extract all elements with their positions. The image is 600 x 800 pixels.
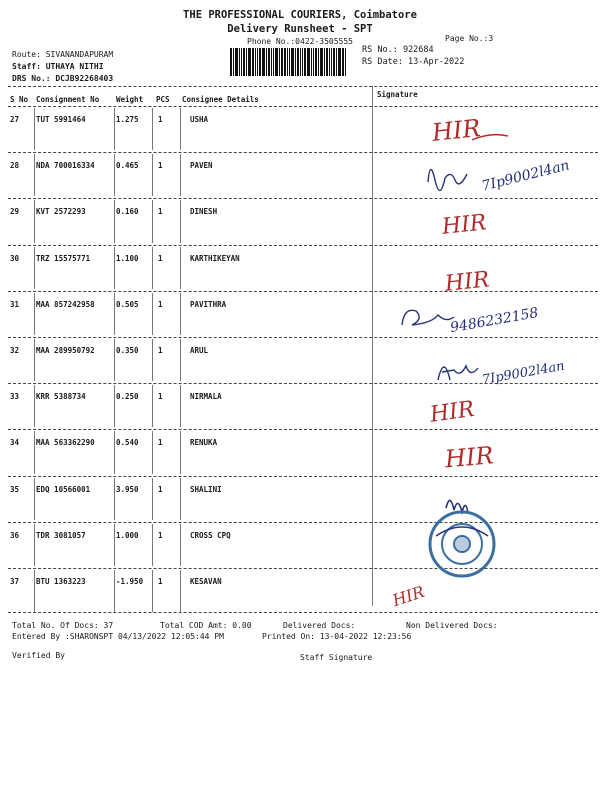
barcode-bar xyxy=(241,48,242,76)
handwritten-phone-28: 7Ip9002l4an xyxy=(480,157,572,195)
row-consignee: KESAVAN xyxy=(190,577,222,586)
row-weight: 0.505 xyxy=(116,299,139,309)
handwritten-hir-30: HIR xyxy=(443,267,491,297)
column-divider xyxy=(34,154,35,196)
delivered-docs: Delivered Docs: xyxy=(283,621,356,630)
column-divider xyxy=(114,200,115,242)
barcode-bar xyxy=(345,48,346,76)
barcode-bar xyxy=(329,48,330,76)
column-divider xyxy=(180,339,181,381)
column-divider xyxy=(152,478,153,520)
row-pcs: 1 xyxy=(158,161,163,171)
header-top-rule xyxy=(8,86,598,87)
column-divider xyxy=(114,524,115,566)
barcode-bar xyxy=(311,48,312,76)
total-docs: Total No. Of Docs: 37 xyxy=(12,621,114,630)
barcode-bar xyxy=(318,48,319,76)
header-bottom-rule xyxy=(8,106,598,107)
barcode-bar xyxy=(300,48,301,76)
column-divider xyxy=(152,570,153,612)
barcode-bar xyxy=(338,48,341,76)
row-weight: 1.275 xyxy=(116,115,139,124)
row-separator xyxy=(8,152,598,153)
column-divider xyxy=(152,431,153,473)
column-divider xyxy=(180,570,181,612)
column-divider xyxy=(180,431,181,473)
rs-date: RS Date: 13-Apr-2022 xyxy=(362,57,465,67)
row-consignment: TRZ 15575771 xyxy=(36,253,91,263)
row-separator xyxy=(8,291,598,292)
column-divider xyxy=(34,431,35,473)
handwritten-hir-37: HIR xyxy=(390,582,427,611)
barcode-bar xyxy=(235,48,238,76)
barcode-bar xyxy=(289,48,290,76)
total-cod: Total COD Amt: 0.00 xyxy=(160,621,252,630)
column-divider xyxy=(114,431,115,473)
column-divider xyxy=(180,247,181,289)
row-consignment: KVT 2572293 xyxy=(36,207,86,217)
row-consignee: RENUKA xyxy=(190,438,218,448)
column-divider xyxy=(152,524,153,566)
column-divider xyxy=(114,154,115,196)
col-header-signature: Signature xyxy=(377,90,418,99)
barcode-bar xyxy=(230,48,232,76)
entered-by: Entered By :SHARONSPT 04/13/2022 12:05:44 PM xyxy=(12,632,224,641)
col-header-consignee: Consignee Details xyxy=(182,95,259,104)
barcode-bar xyxy=(233,48,234,76)
handwritten-hir-27: HIR xyxy=(430,113,482,147)
row-consignee: NIRMALA xyxy=(190,392,222,402)
non-delivered-docs: Non Delivered Docs: xyxy=(406,621,498,630)
barcode-bar xyxy=(336,48,337,76)
barcode-bar xyxy=(248,48,251,76)
row-pcs: 1 xyxy=(158,484,163,494)
barcode-bar xyxy=(304,48,306,76)
handwritten-hir-29: HIR xyxy=(440,210,488,240)
row-separator xyxy=(8,383,598,384)
barcode-bar xyxy=(326,48,328,76)
row-separator xyxy=(8,245,598,246)
barcode-bar xyxy=(252,48,254,76)
row-consignment: EDQ 10566001 xyxy=(36,484,91,494)
barcode-bar xyxy=(271,48,272,76)
barcode-bar xyxy=(243,48,245,76)
row-weight: 0.350 xyxy=(116,346,139,355)
column-divider xyxy=(34,524,35,566)
barcode-bar xyxy=(279,48,280,76)
row-consignment: TUT 5991464 xyxy=(36,115,86,124)
barcode-bar xyxy=(257,48,258,76)
row-consignee: PAVITHRA xyxy=(190,299,227,309)
staff-label: Staff: UTHAYA NITHI xyxy=(12,62,104,71)
signature-row-30 xyxy=(443,262,523,302)
row-sno: 32 xyxy=(10,346,20,355)
signature-column-divider xyxy=(372,86,373,606)
barcode-bar xyxy=(239,48,240,76)
barcode-bar xyxy=(246,48,247,76)
row-weight: 0.465 xyxy=(116,161,139,171)
printed-on: Printed On: 13-04-2022 12:23:56 xyxy=(262,632,412,641)
column-divider xyxy=(114,108,115,150)
barcode-bar xyxy=(268,48,270,76)
row-sno: 37 xyxy=(10,577,20,586)
column-divider xyxy=(114,247,115,289)
barcode-bar xyxy=(315,48,317,76)
drs-number: DRS No.: DCJB92268403 xyxy=(12,74,114,83)
row-consignment: TDR 3081057 xyxy=(36,530,86,540)
row-weight: 1.000 xyxy=(116,530,139,540)
barcode xyxy=(230,48,355,76)
column-divider xyxy=(34,108,35,150)
row-weight: 0.540 xyxy=(116,438,139,448)
row-weight: 0.160 xyxy=(116,207,139,217)
column-divider xyxy=(114,385,115,427)
row-consignee: SHALINI xyxy=(190,484,222,494)
row-pcs: 1 xyxy=(158,207,163,217)
row-weight: 1.100 xyxy=(116,253,139,263)
row-pcs: 1 xyxy=(158,299,163,309)
row-pcs: 1 xyxy=(158,253,163,263)
runsheet-title: THE PROFESSIONAL COURIERS, Coimbatore xyxy=(183,9,417,21)
column-divider xyxy=(34,339,35,381)
col-header-sno: S No xyxy=(10,95,29,104)
column-divider xyxy=(152,339,153,381)
column-divider xyxy=(114,570,115,612)
row-consignment: BTU 1363223 xyxy=(36,577,86,586)
row-pcs: 1 xyxy=(158,438,163,448)
row-consignee: USHA xyxy=(190,115,209,124)
column-divider xyxy=(180,385,181,427)
page-number: Page No.:3 xyxy=(445,34,494,43)
signature-row-32 xyxy=(434,348,594,397)
barcode-bar xyxy=(275,48,278,76)
barcode-bar xyxy=(313,48,314,76)
barcode-bar xyxy=(284,48,286,76)
column-divider xyxy=(34,247,35,289)
row-separator xyxy=(8,476,598,477)
courier-stamp xyxy=(416,488,506,592)
column-divider xyxy=(34,293,35,335)
handwritten-phone-32: 7Ip9002l4an xyxy=(480,358,566,388)
row-weight: 3.950 xyxy=(116,484,139,494)
row-consignment: MAA 857242958 xyxy=(36,299,95,309)
col-header-consignment: Consignment No xyxy=(36,95,100,104)
row-consignee: ARUL xyxy=(190,346,209,355)
row-separator xyxy=(8,429,598,430)
barcode-bar xyxy=(266,48,267,76)
signature-row-29 xyxy=(440,205,520,245)
row-consignee: CROSS CPQ xyxy=(190,530,231,540)
column-divider xyxy=(180,154,181,196)
barcode-bar xyxy=(324,48,325,76)
barcode-bar xyxy=(262,48,265,76)
row-sno: 35 xyxy=(10,484,20,494)
row-separator xyxy=(8,568,598,569)
row-sno: 33 xyxy=(10,392,20,402)
row-consignee: KARTHIKEYAN xyxy=(190,253,240,263)
column-divider xyxy=(180,108,181,150)
barcode-bar xyxy=(331,48,332,76)
row-pcs: 1 xyxy=(158,346,163,355)
row-consignee: DINESH xyxy=(190,207,218,217)
barcode-bar xyxy=(287,48,288,76)
phone-number: Phone No.:0422-3505555 xyxy=(247,37,353,46)
column-divider xyxy=(114,339,115,381)
signature-row-34 xyxy=(443,437,523,477)
barcode-bar xyxy=(342,48,344,76)
barcode-bar xyxy=(281,48,283,76)
barcode-bar xyxy=(255,48,256,76)
row-pcs: 1 xyxy=(158,392,163,402)
column-divider xyxy=(34,200,35,242)
column-divider xyxy=(180,200,181,242)
col-header-weight: Weight xyxy=(116,95,144,104)
row-consignment: MAA 563362290 xyxy=(36,438,95,448)
column-divider xyxy=(152,200,153,242)
column-divider xyxy=(152,247,153,289)
row-consignee: PAVEN xyxy=(190,161,213,171)
column-divider xyxy=(152,385,153,427)
column-divider xyxy=(34,385,35,427)
handwritten-hir-33: HIR xyxy=(428,396,476,428)
rs-number: RS No.: 922684 xyxy=(362,45,434,55)
row-consignment: MAA 289950792 xyxy=(36,346,95,355)
barcode-bar xyxy=(333,48,335,76)
row-sno: 29 xyxy=(10,207,20,217)
signature-row-33 xyxy=(428,392,508,432)
column-divider xyxy=(180,524,181,566)
staff-signature: Staff Signature xyxy=(300,653,373,662)
row-weight: -1.950 xyxy=(116,577,144,586)
barcode-bar xyxy=(307,48,310,76)
column-divider xyxy=(34,570,35,612)
barcode-bar xyxy=(291,48,294,76)
row-consignment: NDA 700016334 xyxy=(36,161,95,171)
column-divider xyxy=(152,154,153,196)
row-sno: 34 xyxy=(10,438,20,448)
signature-row-27 xyxy=(430,110,510,150)
col-header-pcs: PCS xyxy=(156,95,170,104)
column-divider xyxy=(180,293,181,335)
column-divider xyxy=(180,478,181,520)
column-divider xyxy=(114,293,115,335)
row-separator xyxy=(8,522,598,523)
row-sno: 27 xyxy=(10,115,20,124)
runsheet-subtitle: Delivery Runsheet - SPT xyxy=(227,23,373,35)
barcode-bar xyxy=(295,48,296,76)
verified-by: Verified By xyxy=(12,651,65,660)
row-consignment: KRR 5388734 xyxy=(36,392,86,402)
column-divider xyxy=(152,293,153,335)
column-divider xyxy=(114,478,115,520)
barcode-bar xyxy=(259,48,261,76)
row-weight: 0.250 xyxy=(116,392,139,402)
footer-top-rule xyxy=(8,612,598,613)
row-sno: 36 xyxy=(10,530,20,540)
barcode-bar xyxy=(297,48,299,76)
barcode-bar xyxy=(302,48,303,76)
row-sno: 30 xyxy=(10,253,20,263)
row-pcs: 1 xyxy=(158,115,163,124)
row-sno: 28 xyxy=(10,161,20,171)
barcode-bar xyxy=(320,48,323,76)
barcode-bar xyxy=(273,48,274,76)
row-separator xyxy=(8,337,598,338)
column-divider xyxy=(152,108,153,150)
row-separator xyxy=(8,198,598,199)
row-sno: 31 xyxy=(10,299,20,309)
handwritten-phone-31: 9486232158 xyxy=(449,305,540,337)
row-pcs: 1 xyxy=(158,530,163,540)
handwritten-hir-34: HIR xyxy=(443,441,495,474)
row-pcs: 1 xyxy=(158,577,163,586)
route-label: Route: SIVANANDAPURAM xyxy=(12,50,114,59)
column-divider xyxy=(34,478,35,520)
